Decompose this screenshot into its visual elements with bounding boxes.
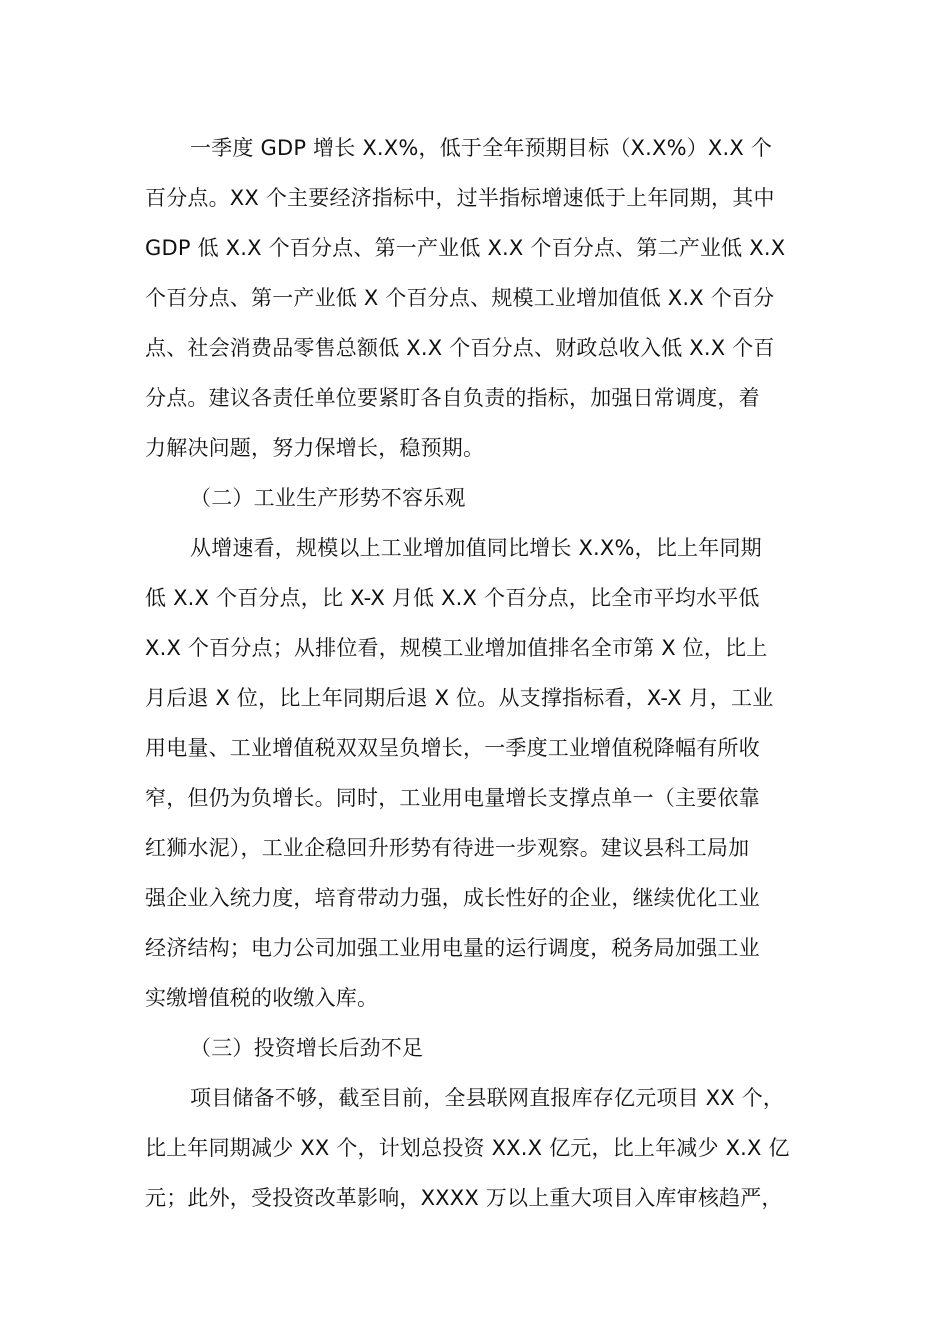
paragraph-line: 强企业入统力度，培育带动力强，成长性好的企业，继续优化工业 xyxy=(145,886,760,910)
paragraph-line: 元；此外，受投资改革影响，XXXX 万以上重大项目入库审核趋严， xyxy=(145,1186,783,1210)
paragraph-line: 分点。建议各责任单位要紧盯各自负责的指标，加强日常调度，着 xyxy=(145,386,760,410)
paragraph-line: 用电量、工业增值税双双呈负增长，一季度工业增值税降幅有所收 xyxy=(145,736,760,760)
paragraph-line: GDP 低 X.X 个百分点、第一产业低 X.X 个百分点、第二产业低 X.X xyxy=(145,236,786,260)
section-heading: （三）投资增长后劲不足 xyxy=(190,1036,424,1060)
paragraph-line: 力解决问题，努力保增长，稳预期。 xyxy=(145,436,485,460)
section-heading: （二）工业生产形势不容乐观 xyxy=(190,486,466,510)
paragraph-line: X.X 个百分点；从排位看，规模工业增加值排名全市第 X 位，比上 xyxy=(145,636,768,660)
paragraph-line: 月后退 X 位，比上年同期后退 X 位。从支撑指标看，X-X 月，工业 xyxy=(145,686,774,710)
paragraph-line: 比上年同期减少 XX 个，计划总投资 XX.X 亿元，比上年减少 X.X 亿 xyxy=(145,1136,790,1160)
paragraph-line: 一季度 GDP 增长 X.X%，低于全年预期目标（X.X%）X.X 个 xyxy=(190,136,773,160)
paragraph-line: 低 X.X 个百分点，比 X-X 月低 X.X 个百分点，比全市平均水平低 xyxy=(145,586,760,610)
paragraph-line: 从增速看，规模以上工业增加值同比增长 X.X%，比上年同期 xyxy=(190,536,762,560)
paragraph-line: 经济结构；电力公司加强工业用电量的运行调度，税务局加强工业 xyxy=(145,936,760,960)
paragraph-line: 点、社会消费品零售总额低 X.X 个百分点、财政总收入低 X.X 个百 xyxy=(145,336,775,360)
paragraph-line: 百分点。XX 个主要经济指标中，过半指标增速低于上年同期，其中 xyxy=(145,186,775,210)
paragraph-line: 实缴增值税的收缴入库。 xyxy=(145,986,379,1010)
paragraph-line: 项目储备不够，截至目前，全县联网直报库存亿元项目 XX 个， xyxy=(190,1086,785,1110)
paragraph-line: 红狮水泥），工业企稳回升形势有待进一步观察。建议县科工局加 xyxy=(145,836,750,860)
paragraph-line: 个百分点、第一产业低 X 个百分点、规模工业增加值低 X.X 个百分 xyxy=(145,286,775,310)
paragraph-line: 窄，但仍为负增长。同时，工业用电量增长支撑点单一（主要依靠 xyxy=(145,786,760,810)
